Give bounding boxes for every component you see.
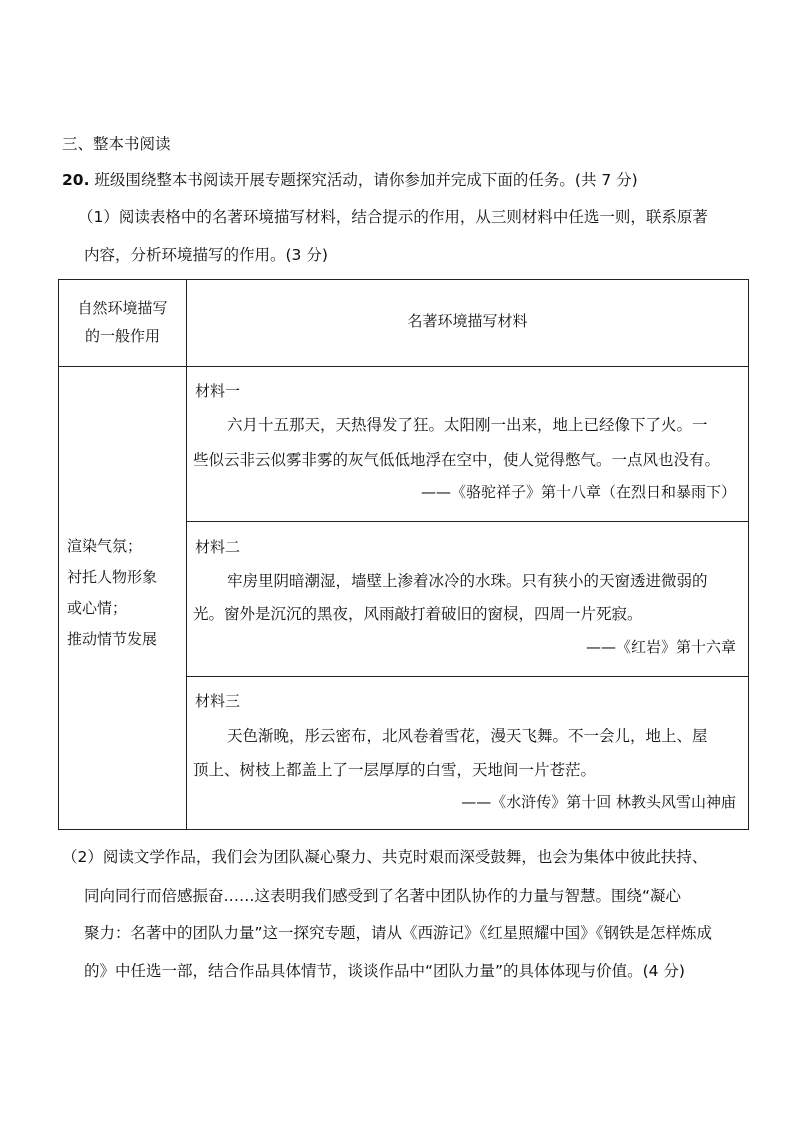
material-3-text-line1: 天色渐晚，彤云密布，北风卷着雪花，漫天飞舞。不一会儿，地上、屋 <box>227 727 708 745</box>
table-row-divider-2 <box>187 676 748 677</box>
material-2-label: 材料二 <box>195 538 241 556</box>
material-1-source: ——《骆驼祥子》第十八章（在烈日和暴雨下） <box>420 483 736 501</box>
table-header-divider <box>59 366 748 367</box>
material-3-text-line2: 顶上、树枝上都盖上了一层厚厚的白雪，天地间一片苍茫。 <box>193 761 597 779</box>
material-1-label: 材料一 <box>195 382 241 400</box>
section-title: 三、整本书阅读 <box>62 135 171 153</box>
function-item: 衬托人物形象 <box>67 568 158 586</box>
header-right-cell: 名著环境描写材料 <box>407 312 528 330</box>
question-20 <box>62 168 638 190</box>
function-item: 渲染气氛； <box>67 537 143 555</box>
part1-line1: （1）阅读表格中的名著环境描写材料，结合提示的作用，从三则材料中任选一则，联系原著 <box>78 208 708 226</box>
table-row-divider-1 <box>187 521 748 522</box>
header-left-line1: 自然环境描写 <box>77 299 168 317</box>
header-left-line2: 的一般作用 <box>84 327 160 345</box>
material-1-text-line2: 些似云非云似雾非雾的灰气低低地浮在空中，使人觉得憋气。一点风也没有。 <box>193 451 721 469</box>
table-column-divider <box>186 280 187 829</box>
functions-cell <box>67 531 157 655</box>
function-item: 或心情； <box>67 599 128 617</box>
part2-line4: 的》中任选一部，结合作品具体情节，谈谈作品中“团队力量”的具体体现与价值。(4 分) <box>84 962 685 980</box>
material-1-text-line1: 六月十五那天，天热得发了狂。太阳刚一出来，地上已经像下了火。一 <box>227 416 708 434</box>
material-3-source: ——《水浒传》第十回 林教头风雪山神庙 <box>461 793 736 811</box>
material-2-source: ——《红岩》第十六章 <box>585 638 736 656</box>
function-item: 推动情节发展 <box>67 630 158 648</box>
part2-line1: （2）阅读文学作品，我们会为团队凝心聚力、共克时艰而深受鼓舞，也会为集体中彼此扶持、 <box>62 848 708 866</box>
material-2-text-line1: 牢房里阴暗潮湿，墙壁上渗着冰冷的水珠。只有狭小的天窗透进微弱的 <box>227 572 708 590</box>
part1-line2: 内容，分析环境描写的作用。(3 分) <box>84 246 328 264</box>
part2-line2: 同向同行而倍感振奋……这表明我们感受到了名著中团队协作的力量与智慧。围绕“凝心 <box>84 887 682 905</box>
header-left-cell <box>59 294 186 350</box>
material-3-label: 材料三 <box>195 692 241 710</box>
material-2-text-line2: 光。窗外是沉沉的黑夜，风雨敲打着破旧的窗棂，四周一片死寂。 <box>193 605 643 623</box>
question-stem: 班级围绕整本书阅读开展专题探究活动，请你参加并完成下面的任务。(共 7 分) <box>94 171 638 189</box>
material-table <box>58 279 749 830</box>
question-number: 20. <box>62 171 90 189</box>
part2-line3: 聚力：名著中的团队力量”这一探究专题，请从《西游记》《红星照耀中国》《钢铁是怎样炼成 <box>84 924 713 942</box>
